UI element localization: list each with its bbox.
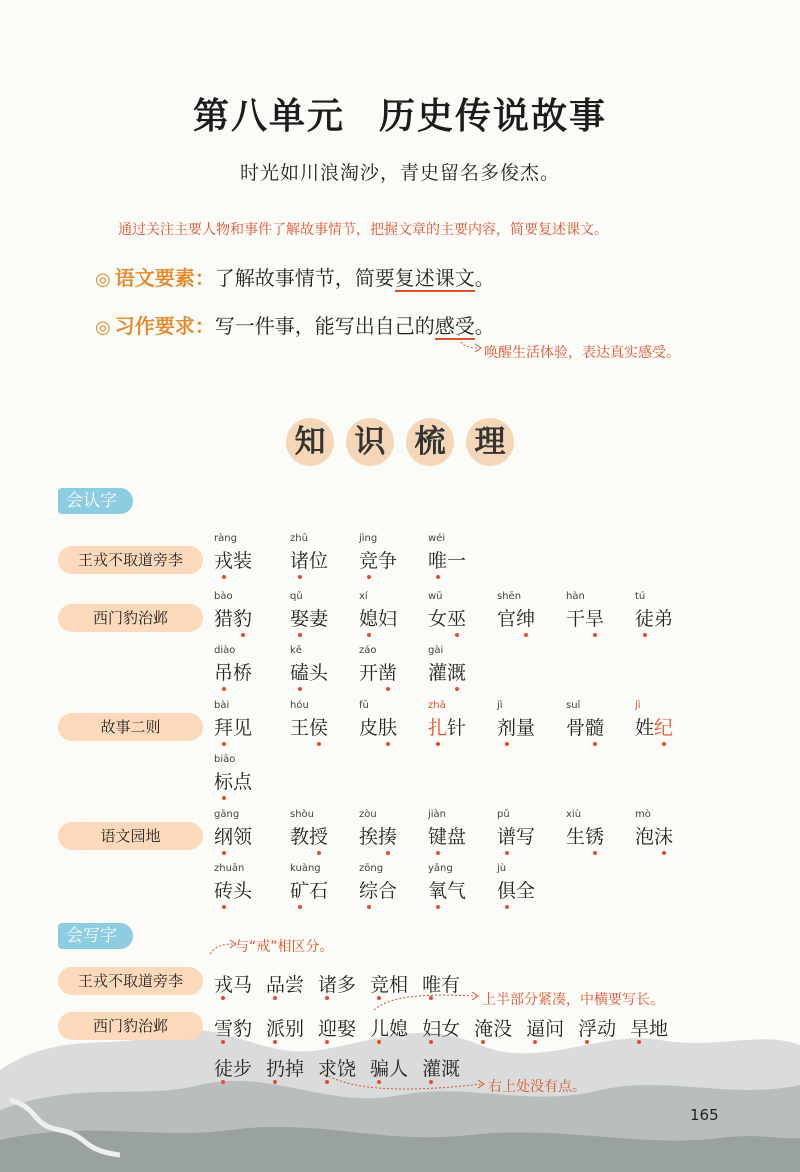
word-text: 猎豹 [214,608,253,630]
note-top: 通过关注主要人物和事件了解故事情节，把握文章的主要内容，简要复述课文。 [118,222,608,238]
read-word [635,591,674,630]
write-word: 浮动 [578,1014,616,1041]
dot-mark [298,633,302,637]
dot-mark [367,905,371,909]
dot-mark [436,851,440,855]
dot-mark [436,575,440,579]
pinyin: suǐ [566,700,581,711]
pinyin: fū [359,700,369,711]
word-text: 骨髓 [566,717,605,739]
arrow-icon [372,990,482,1012]
read-word [428,700,467,739]
pinyin: kuàng [290,863,321,874]
word-text: 灌溉 [428,662,467,684]
knowledge-char: 梳 [406,418,454,466]
write-lesson-label-2: 西门豹治邺 [58,1012,203,1040]
req1-text: 了解故事情节，简要 [214,266,395,290]
word-text: 王侯 [290,717,329,739]
pinyin: gāng [214,809,240,820]
write-word: 扔掉 [266,1054,304,1081]
lesson-label-3: 故事二则 [58,713,203,741]
word-text: 干旱 [566,608,605,630]
pinyin: jù [497,863,507,874]
word-text: 标点 [214,771,253,793]
dot-mark [593,851,597,855]
read-word [428,809,467,848]
read-word [359,591,398,630]
write-word: 派别 [266,1014,304,1041]
read-word [635,809,674,848]
dot-mark [222,575,226,579]
dot-mark [436,742,440,746]
read-word [214,863,253,902]
word-text: 徒弟 [635,608,674,630]
dot-mark [386,851,390,855]
dot-mark [455,687,459,691]
read-word [359,863,398,902]
word-text: 综合 [359,880,398,902]
word-text: 戎装 [214,550,253,572]
knowledge-title [0,418,800,466]
lesson-label-4: 语文园地 [58,822,203,850]
pinyin: záo [359,645,377,656]
dot-mark [593,633,597,637]
dot-mark [317,851,321,855]
write-word: 灌溉 [422,1054,460,1081]
write-word: 迎娶 [318,1014,356,1041]
pinyin: zhuān [214,863,245,874]
word-text: 谱写 [497,826,536,848]
arrow-icon [320,1070,490,1094]
unit-subtitle: 时光如川浪淘沙，青史留名多俊杰。 [239,162,560,184]
requirement-writing [95,310,495,339]
pinyin: jì [635,700,641,711]
dot-mark [505,851,509,855]
read-word [497,809,536,848]
pinyin: bài [214,700,230,711]
pinyin: gài [428,645,444,656]
word-text: 诸位 [290,550,329,572]
unit-number: 第八单元 [192,95,345,137]
req2-highlight: 感受 [434,314,475,338]
req2-label: 习作要求： [114,314,215,338]
pinyin: zōng [359,863,384,874]
dot-mark [241,633,245,637]
pinyin: qǔ [290,591,303,602]
dot-mark [643,633,647,637]
read-word [359,809,398,848]
word-text: 扎针 [428,717,467,739]
dot-mark [222,742,226,746]
dot-mark [298,687,302,691]
write-word: 妇女 [422,1014,460,1041]
note-structure: 上半部分紧凑，中横要写长。 [482,992,664,1008]
read-word [635,700,674,739]
dot-mark [386,687,390,691]
read-word [497,700,536,739]
pinyin: hóu [290,700,309,711]
pinyin: mò [635,809,651,820]
read-word [290,533,329,572]
read-word [428,533,467,572]
pinyin: hàn [566,591,585,602]
read-word [359,645,398,684]
write-word: 求饶 [318,1054,356,1081]
pinyin: diào [214,645,236,656]
dot-mark [222,796,226,800]
pinyin: shēn [497,591,522,602]
dot-mark [222,905,226,909]
word-text: 俱全 [497,880,536,902]
write-word: 徒步 [214,1054,252,1081]
dot-mark [662,851,666,855]
write-word: 品尝 [266,970,304,997]
word-text: 娶妻 [290,608,329,630]
word-text: 皮肤 [359,717,398,739]
dot-mark [367,575,371,579]
arrow-icon [208,938,238,958]
word-text: 键盘 [428,826,467,848]
write-word: 诸多 [318,970,356,997]
word-text: 生锈 [566,826,605,848]
word-text: 砖头 [214,880,253,902]
read-word [290,700,329,739]
read-word [214,645,253,684]
requirement-chinese [95,262,495,291]
pinyin: jì [497,700,503,711]
pinyin: bào [214,591,233,602]
pinyin: jiàn [428,809,447,820]
unit-title [0,88,800,139]
read-word [428,645,467,684]
dot-mark [298,905,302,909]
unit-theme: 历史传说故事 [379,95,608,137]
write-word: 唯有 [422,970,460,997]
write-word: 旱地 [630,1014,668,1041]
req2-end: 。 [474,314,495,338]
read-word [359,533,398,572]
knowledge-char: 理 [466,418,514,466]
word-text: 挨揍 [359,826,398,848]
read-word [290,863,329,902]
dot-mark [436,905,440,909]
knowledge-char: 识 [346,418,394,466]
word-text: 纲领 [214,826,253,848]
lesson-label-1: 王戎不取道旁李 [58,546,203,574]
pinyin: pǔ [497,809,510,820]
word-text: 开凿 [359,662,398,684]
pinyin: yǎng [428,863,453,874]
bullet-icon: ◎ [95,317,111,338]
read-word [566,591,605,630]
word-text: 姓纪 [635,717,674,739]
req1-highlight: 复述课文 [394,266,475,290]
write-word: 逼问 [526,1014,564,1041]
word-text: 矿石 [290,880,329,902]
read-word [214,533,253,572]
pinyin: zhū [290,533,308,544]
write-word: 骗人 [370,1054,408,1081]
read-word [214,754,253,793]
lesson-label-2: 西门豹治邺 [58,604,203,632]
write-row-2 [214,1014,682,1041]
note-no-dot: 右上处没有点。 [488,1079,586,1095]
pinyin: jìng [359,533,378,544]
read-word [497,863,536,902]
dot-mark [222,851,226,855]
read-word [566,700,605,739]
dot-mark [317,742,321,746]
dot-mark [386,742,390,746]
word-text: 泡沫 [635,826,674,848]
req2-text: 写一件事，能写出自己的 [214,314,435,338]
pinyin: wū [428,591,443,602]
read-word [290,645,329,684]
pinyin: biāo [214,754,236,765]
pinyin: xiù [566,809,582,820]
pinyin: zhā [428,700,446,711]
pinyin: ràng [214,533,237,544]
bullet-icon: ◎ [95,269,111,290]
section-write-characters: 会写字 [58,923,133,949]
word-text: 女巫 [428,608,467,630]
section-read-characters: 会认字 [58,488,133,514]
word-text: 吊桥 [214,662,253,684]
dot-mark [524,633,528,637]
write-word: 竞相 [370,970,408,997]
read-word [566,809,605,848]
write-word: 儿媳 [370,1014,408,1041]
pinyin: xí [359,591,368,602]
read-word [359,700,398,739]
pinyin: zòu [359,809,377,820]
write-word: 淹没 [474,1014,512,1041]
req1-label: 语文要素： [114,266,215,290]
dot-mark [222,687,226,691]
dot-mark [455,633,459,637]
write-lesson-label-1: 王戎不取道旁李 [58,967,203,995]
word-text: 拜见 [214,717,253,739]
dot-mark [298,575,302,579]
word-text: 竞争 [359,550,398,572]
write-word: 雪豹 [214,1014,252,1041]
word-text: 氧气 [428,880,467,902]
pinyin: wéi [428,533,446,544]
read-word [214,809,253,848]
note-distinguish: 与“戒”相区分。 [235,939,334,955]
dot-mark [505,742,509,746]
page-number: 165 [690,1106,719,1124]
word-text: 官绅 [497,608,536,630]
word-text: 磕头 [290,662,329,684]
dot-mark [593,742,597,746]
word-text: 教授 [290,826,329,848]
dot-mark [367,633,371,637]
read-word [428,591,467,630]
knowledge-char: 知 [286,418,334,466]
read-word [214,700,253,739]
pinyin: shòu [290,809,315,820]
read-word [290,809,329,848]
write-word: 戎马 [214,970,252,997]
dot-mark [505,905,509,909]
arrow-icon [455,332,485,354]
word-text: 媳妇 [359,608,398,630]
read-word [214,591,253,630]
pinyin: tú [635,591,646,602]
pinyin: kē [290,645,302,656]
read-word [497,591,536,630]
read-word [290,591,329,630]
word-text: 唯一 [428,550,467,572]
req1-end: 。 [474,266,495,290]
read-word [428,863,467,902]
note-feelings: 唤醒生活体验，表达真实感受。 [484,345,680,361]
dot-mark [662,742,666,746]
word-text: 剂量 [497,717,536,739]
